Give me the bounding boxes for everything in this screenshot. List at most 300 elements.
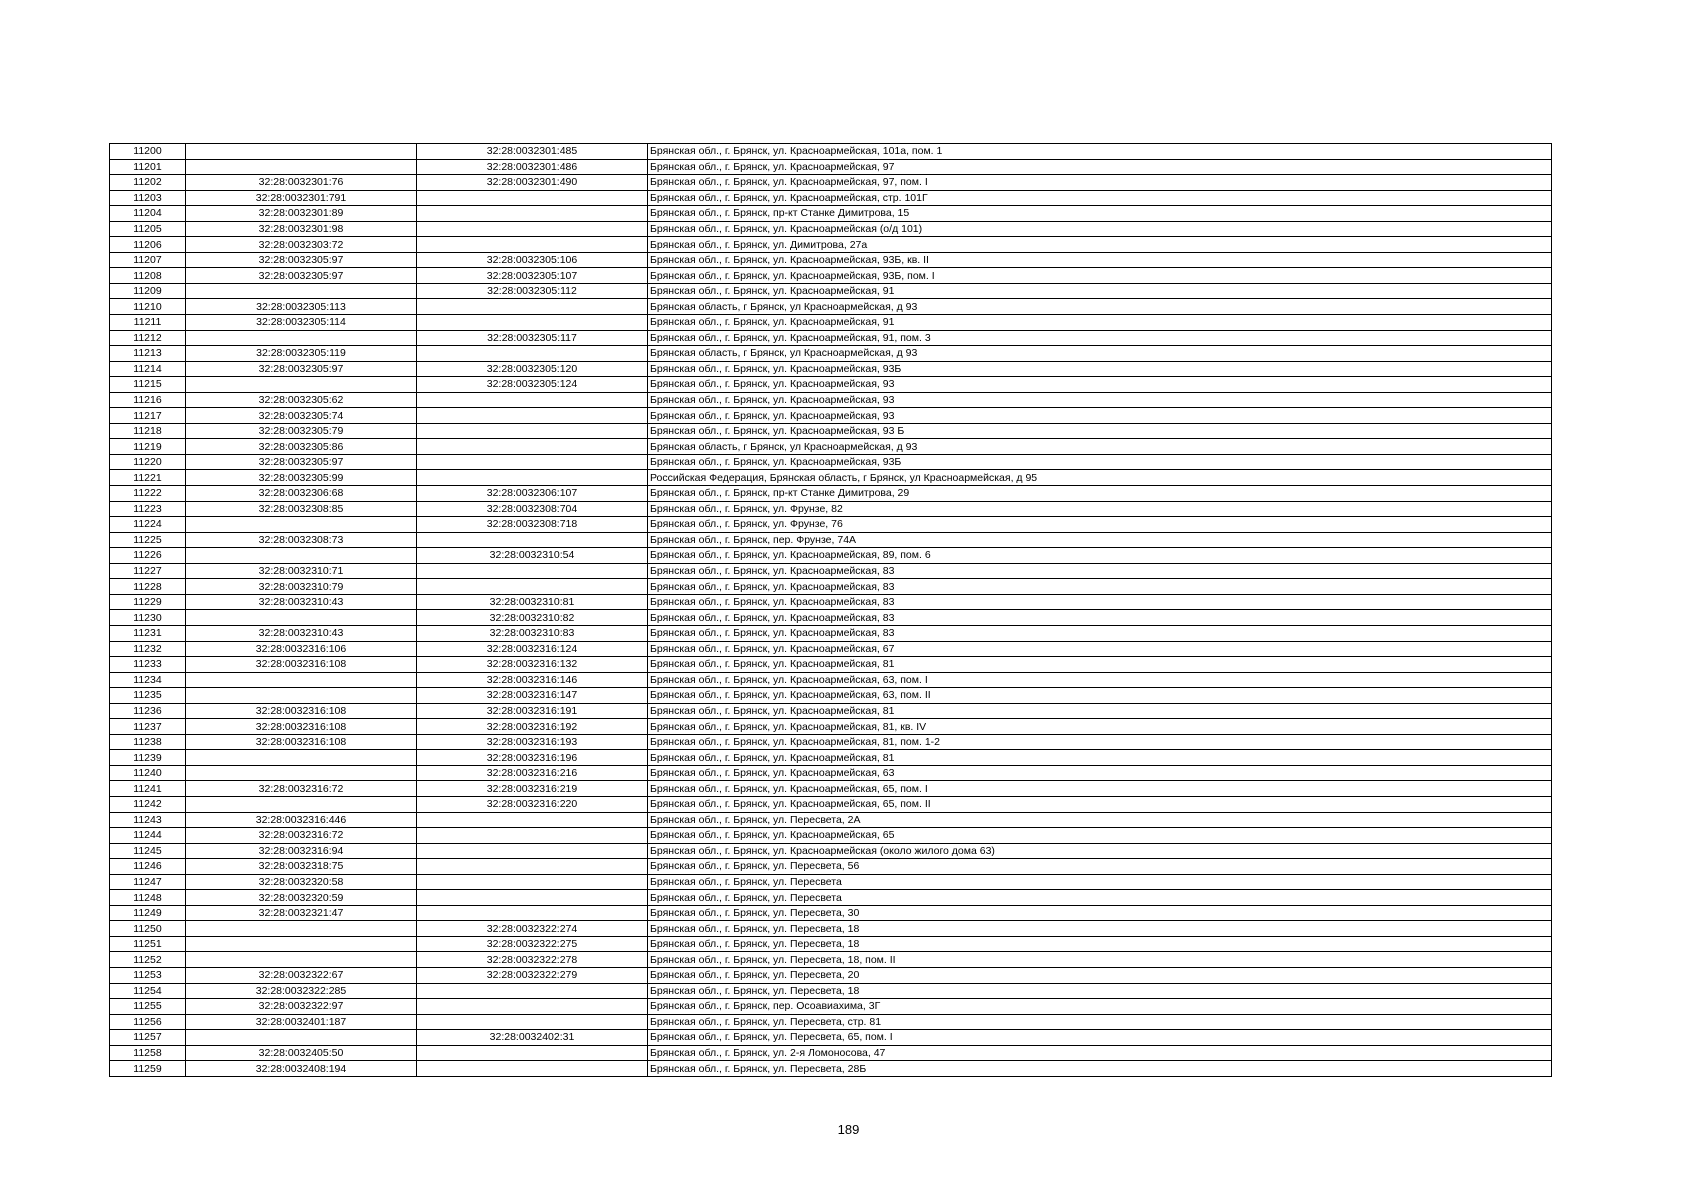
- table-row: [110, 874, 1552, 890]
- cadastral-number-parcel-cell: [186, 330, 417, 346]
- address-cell: Брянская обл., г. Брянск, ул. Красноармейская, 93: [648, 408, 1552, 424]
- cadastral-number-parcel-cell: 32:28:0032303:72: [186, 237, 417, 253]
- address-cell: Брянская обл., г. Брянск, ул. Пересвета, 18: [648, 936, 1552, 952]
- table-row: [110, 781, 1552, 797]
- address-cell: Брянская обл., г. Брянск, ул. Красноармейская, 81, пом. 1-2: [648, 734, 1552, 750]
- table-row: [110, 688, 1552, 704]
- address-cell: Брянская обл., г. Брянск, ул. Красноармейская, 65, пом. II: [648, 796, 1552, 812]
- address-cell: Брянская обл., г. Брянск, ул. Пересвета, 18, пом. II: [648, 952, 1552, 968]
- row-number-cell: 11206: [110, 237, 186, 253]
- table-row: [110, 486, 1552, 502]
- row-number-cell: 11245: [110, 843, 186, 859]
- table-row: [110, 657, 1552, 673]
- address-cell: Брянская обл., г. Брянск, пр-кт Станке Димитрова, 15: [648, 206, 1552, 222]
- cadastral-number-parcel-cell: 32:28:0032322:97: [186, 999, 417, 1015]
- address-cell: Брянская обл., г. Брянск, ул. Красноармейская, 93 Б: [648, 423, 1552, 439]
- table-row: [110, 905, 1552, 921]
- row-number-cell: 11242: [110, 796, 186, 812]
- cadastral-number-parcel-cell: 32:28:0032316:446: [186, 812, 417, 828]
- address-cell: Брянская обл., г. Брянск, ул. Красноармейская, 63, пом. II: [648, 688, 1552, 704]
- address-cell: Российская Федерация, Брянская область, г Брянск, ул Красноармейская, д 95: [648, 470, 1552, 486]
- row-number-cell: 11246: [110, 859, 186, 875]
- address-cell: Брянская обл., г. Брянск, ул. Красноармейская, 81: [648, 657, 1552, 673]
- row-number-cell: 11247: [110, 874, 186, 890]
- cadastral-number-parcel-cell: 32:28:0032408:194: [186, 1061, 417, 1077]
- row-number-cell: 11205: [110, 221, 186, 237]
- table-row: [110, 843, 1552, 859]
- cadastral-number-parcel-cell: [186, 952, 417, 968]
- cadastral-number-object-cell: [417, 408, 648, 424]
- table-row: [110, 408, 1552, 424]
- cadastral-number-object-cell: 32:28:0032310:54: [417, 548, 648, 564]
- row-number-cell: 11214: [110, 361, 186, 377]
- row-number-cell: 11257: [110, 1030, 186, 1046]
- row-number-cell: 11217: [110, 408, 186, 424]
- address-cell: Брянская обл., г. Брянск, ул. Красноармейская, 91, пом. 3: [648, 330, 1552, 346]
- address-cell: Брянская обл., г. Брянск, пер. Осоавиахима, 3Г: [648, 999, 1552, 1015]
- table-row: [110, 190, 1552, 206]
- row-number-cell: 11241: [110, 781, 186, 797]
- address-cell: Брянская обл., г. Брянск, ул. Красноармейская, 97, пом. I: [648, 175, 1552, 191]
- cadastral-number-parcel-cell: 32:28:0032305:97: [186, 361, 417, 377]
- row-number-cell: 11255: [110, 999, 186, 1015]
- address-cell: Брянская обл., г. Брянск, ул. Красноармейская (около жилого дома 63): [648, 843, 1552, 859]
- cadastral-number-object-cell: [417, 221, 648, 237]
- cadastral-number-parcel-cell: [186, 672, 417, 688]
- cadastral-number-parcel-cell: [186, 144, 417, 160]
- cadastral-number-parcel-cell: 32:28:0032305:97: [186, 268, 417, 284]
- address-cell: Брянская обл., г. Брянск, ул. Красноармейская, 83: [648, 579, 1552, 595]
- row-number-cell: 11225: [110, 532, 186, 548]
- cadastral-number-parcel-cell: 32:28:0032308:85: [186, 501, 417, 517]
- cadastral-number-object-cell: 32:28:0032305:124: [417, 377, 648, 393]
- table-row: [110, 330, 1552, 346]
- row-number-cell: 11212: [110, 330, 186, 346]
- table-row: [110, 392, 1552, 408]
- table-row: [110, 828, 1552, 844]
- row-number-cell: 11213: [110, 346, 186, 362]
- address-cell: Брянская обл., г. Брянск, ул. Красноармейская, 81: [648, 750, 1552, 766]
- table-row: [110, 563, 1552, 579]
- cadastral-number-object-cell: 32:28:0032305:120: [417, 361, 648, 377]
- table-row: [110, 625, 1552, 641]
- address-cell: Брянская обл., г. Брянск, ул. Красноармейская, 91: [648, 315, 1552, 331]
- cadastral-number-parcel-cell: [186, 377, 417, 393]
- address-cell: Брянская обл., г. Брянск, ул. Фрунзе, 82: [648, 501, 1552, 517]
- table-row: [110, 517, 1552, 533]
- address-cell: Брянская обл., г. Брянск, ул. 2-я Ломоносова, 47: [648, 1045, 1552, 1061]
- cadastral-number-object-cell: 32:28:0032322:275: [417, 936, 648, 952]
- cadastral-number-parcel-cell: [186, 548, 417, 564]
- table-row: [110, 719, 1552, 735]
- table-row: [110, 967, 1552, 983]
- address-cell: Брянская обл., г. Брянск, ул. Пересвета, стр. 81: [648, 1014, 1552, 1030]
- address-cell: Брянская обл., г. Брянск, ул. Красноармейская, 93Б, кв. II: [648, 252, 1552, 268]
- cadastral-number-parcel-cell: 32:28:0032308:73: [186, 532, 417, 548]
- cadastral-number-parcel-cell: 32:28:0032322:67: [186, 967, 417, 983]
- cadastral-number-parcel-cell: [186, 517, 417, 533]
- cadastral-number-object-cell: 32:28:0032308:718: [417, 517, 648, 533]
- cadastral-number-parcel-cell: [186, 936, 417, 952]
- table-row: [110, 206, 1552, 222]
- row-number-cell: 11231: [110, 625, 186, 641]
- cadastral-number-object-cell: 32:28:0032322:274: [417, 921, 648, 937]
- cadastral-number-object-cell: 32:28:0032306:107: [417, 486, 648, 502]
- address-cell: Брянская обл., г. Брянск, ул. Пересвета, 20: [648, 967, 1552, 983]
- cadastral-number-object-cell: 32:28:0032322:278: [417, 952, 648, 968]
- cadastral-number-object-cell: 32:28:0032305:107: [417, 268, 648, 284]
- cadastral-number-parcel-cell: 32:28:0032301:89: [186, 206, 417, 222]
- cadastral-number-parcel-cell: 32:28:0032301:98: [186, 221, 417, 237]
- row-number-cell: 11259: [110, 1061, 186, 1077]
- cadastral-number-object-cell: 32:28:0032310:81: [417, 594, 648, 610]
- table-row: [110, 610, 1552, 626]
- row-number-cell: 11209: [110, 283, 186, 299]
- cadastral-number-parcel-cell: 32:28:0032305:119: [186, 346, 417, 362]
- table-row: [110, 890, 1552, 906]
- table-row: [110, 315, 1552, 331]
- cadastral-number-parcel-cell: 32:28:0032305:99: [186, 470, 417, 486]
- cadastral-number-parcel-cell: 32:28:0032310:71: [186, 563, 417, 579]
- cadastral-number-object-cell: [417, 439, 648, 455]
- cadastral-number-object-cell: [417, 1061, 648, 1077]
- row-number-cell: 11228: [110, 579, 186, 595]
- cadastral-number-object-cell: [417, 346, 648, 362]
- address-cell: Брянская область, г Брянск, ул Красноармейская, д 93: [648, 439, 1552, 455]
- cadastral-number-object-cell: [417, 874, 648, 890]
- table-row: [110, 936, 1552, 952]
- cadastral-number-object-cell: 32:28:0032316:124: [417, 641, 648, 657]
- registry-table: [109, 143, 1552, 1077]
- cadastral-number-parcel-cell: 32:28:0032316:72: [186, 781, 417, 797]
- row-number-cell: 11237: [110, 719, 186, 735]
- row-number-cell: 11203: [110, 190, 186, 206]
- table-row: [110, 1045, 1552, 1061]
- cadastral-number-object-cell: [417, 579, 648, 595]
- address-cell: Брянская обл., г. Брянск, ул. Красноармейская, 93Б, пом. I: [648, 268, 1552, 284]
- address-cell: Брянская обл., г. Брянск, пр-кт Станке Димитрова, 29: [648, 486, 1552, 502]
- cadastral-number-parcel-cell: 32:28:0032318:75: [186, 859, 417, 875]
- cadastral-number-parcel-cell: [186, 796, 417, 812]
- cadastral-number-object-cell: [417, 1014, 648, 1030]
- table-row: [110, 299, 1552, 315]
- row-number-cell: 11226: [110, 548, 186, 564]
- row-number-cell: 11224: [110, 517, 186, 533]
- table-row: [110, 283, 1552, 299]
- cadastral-number-parcel-cell: 32:28:0032310:79: [186, 579, 417, 595]
- row-number-cell: 11211: [110, 315, 186, 331]
- cadastral-number-object-cell: [417, 890, 648, 906]
- table-row: [110, 812, 1552, 828]
- cadastral-number-object-cell: 32:28:0032310:83: [417, 625, 648, 641]
- row-number-cell: 11249: [110, 905, 186, 921]
- row-number-cell: 11222: [110, 486, 186, 502]
- row-number-cell: 11230: [110, 610, 186, 626]
- table-row: [110, 641, 1552, 657]
- table-row: [110, 532, 1552, 548]
- table-row: [110, 548, 1552, 564]
- address-cell: Брянская обл., г. Брянск, ул. Красноармейская, стр. 101Г: [648, 190, 1552, 206]
- row-number-cell: 11236: [110, 703, 186, 719]
- table-row: [110, 346, 1552, 362]
- cadastral-number-parcel-cell: 32:28:0032305:97: [186, 252, 417, 268]
- row-number-cell: 11243: [110, 812, 186, 828]
- cadastral-number-parcel-cell: 32:28:0032316:108: [186, 719, 417, 735]
- address-cell: Брянская обл., г. Брянск, ул. Пересвета, 30: [648, 905, 1552, 921]
- row-number-cell: 11254: [110, 983, 186, 999]
- cadastral-number-parcel-cell: 32:28:0032310:43: [186, 625, 417, 641]
- row-number-cell: 11220: [110, 454, 186, 470]
- table-row: [110, 361, 1552, 377]
- row-number-cell: 11233: [110, 657, 186, 673]
- table-row: [110, 144, 1552, 160]
- table-row: [110, 796, 1552, 812]
- row-number-cell: 11258: [110, 1045, 186, 1061]
- address-cell: Брянская обл., г. Брянск, ул. Пересвета: [648, 890, 1552, 906]
- address-cell: Брянская обл., г. Брянск, ул. Фрунзе, 76: [648, 517, 1552, 533]
- address-cell: Брянская обл., г. Брянск, ул. Красноармейская, 97: [648, 159, 1552, 175]
- address-cell: Брянская обл., г. Брянск, ул. Красноармейская, 93: [648, 392, 1552, 408]
- address-cell: Брянская обл., г. Брянск, ул. Красноармейская, 89, пом. 6: [648, 548, 1552, 564]
- cadastral-number-parcel-cell: [186, 921, 417, 937]
- row-number-cell: 11202: [110, 175, 186, 191]
- address-cell: Брянская обл., г. Брянск, ул. Красноармейская (о/д 101): [648, 221, 1552, 237]
- row-number-cell: 11219: [110, 439, 186, 455]
- cadastral-number-parcel-cell: [186, 159, 417, 175]
- cadastral-number-parcel-cell: 32:28:0032316:106: [186, 641, 417, 657]
- cadastral-number-object-cell: 32:28:0032301:490: [417, 175, 648, 191]
- cadastral-number-object-cell: [417, 299, 648, 315]
- table-row: [110, 159, 1552, 175]
- address-cell: Брянская обл., г. Брянск, ул. Димитрова, 27а: [648, 237, 1552, 253]
- cadastral-number-object-cell: 32:28:0032316:216: [417, 765, 648, 781]
- table-row: [110, 423, 1552, 439]
- cadastral-number-object-cell: [417, 206, 648, 222]
- cadastral-number-object-cell: 32:28:0032316:192: [417, 719, 648, 735]
- cadastral-number-parcel-cell: [186, 765, 417, 781]
- cadastral-number-object-cell: [417, 470, 648, 486]
- address-cell: Брянская обл., г. Брянск, ул. Пересвета, 2А: [648, 812, 1552, 828]
- cadastral-number-parcel-cell: 32:28:0032305:62: [186, 392, 417, 408]
- cadastral-number-object-cell: [417, 190, 648, 206]
- address-cell: Брянская обл., г. Брянск, ул. Красноармейская, 93Б: [648, 454, 1552, 470]
- table-row: [110, 221, 1552, 237]
- table-row: [110, 750, 1552, 766]
- address-cell: Брянская область, г Брянск, ул Красноармейская, д 93: [648, 299, 1552, 315]
- address-cell: Брянская область, г Брянск, ул Красноармейская, д 93: [648, 346, 1552, 362]
- cadastral-number-object-cell: [417, 563, 648, 579]
- cadastral-number-object-cell: 32:28:0032301:485: [417, 144, 648, 160]
- cadastral-number-parcel-cell: 32:28:0032320:59: [186, 890, 417, 906]
- address-cell: Брянская обл., г. Брянск, ул. Красноармейская, 93Б: [648, 361, 1552, 377]
- table-row: [110, 734, 1552, 750]
- cadastral-number-parcel-cell: 32:28:0032322:285: [186, 983, 417, 999]
- cadastral-number-object-cell: [417, 999, 648, 1015]
- address-cell: Брянская обл., г. Брянск, ул. Красноармейская, 81: [648, 703, 1552, 719]
- cadastral-number-parcel-cell: 32:28:0032301:791: [186, 190, 417, 206]
- row-number-cell: 11200: [110, 144, 186, 160]
- cadastral-number-parcel-cell: 32:28:0032305:113: [186, 299, 417, 315]
- table-row: [110, 175, 1552, 191]
- row-number-cell: 11204: [110, 206, 186, 222]
- cadastral-number-object-cell: 32:28:0032316:132: [417, 657, 648, 673]
- cadastral-number-parcel-cell: 32:28:0032316:108: [186, 657, 417, 673]
- row-number-cell: 11240: [110, 765, 186, 781]
- address-cell: Брянская обл., г. Брянск, ул. Красноармейская, 65, пом. I: [648, 781, 1552, 797]
- table-row: [110, 1014, 1552, 1030]
- cadastral-number-object-cell: [417, 392, 648, 408]
- table-row: [110, 237, 1552, 253]
- cadastral-number-parcel-cell: 32:28:0032305:74: [186, 408, 417, 424]
- address-cell: Брянская обл., г. Брянск, пер. Фрунзе, 74А: [648, 532, 1552, 548]
- row-number-cell: 11216: [110, 392, 186, 408]
- row-number-cell: 11248: [110, 890, 186, 906]
- cadastral-number-parcel-cell: 32:28:0032320:58: [186, 874, 417, 890]
- address-cell: Брянская обл., г. Брянск, ул. Пересвета, 18: [648, 983, 1552, 999]
- cadastral-number-parcel-cell: [186, 688, 417, 704]
- table-row: [110, 1030, 1552, 1046]
- row-number-cell: 11218: [110, 423, 186, 439]
- cadastral-number-object-cell: [417, 315, 648, 331]
- cadastral-number-object-cell: [417, 828, 648, 844]
- address-cell: Брянская обл., г. Брянск, ул. Красноармейская, 91: [648, 283, 1552, 299]
- row-number-cell: 11201: [110, 159, 186, 175]
- cadastral-number-parcel-cell: 32:28:0032316:94: [186, 843, 417, 859]
- table-row: [110, 921, 1552, 937]
- address-cell: Брянская обл., г. Брянск, ул. Красноармейская, 63, пом. I: [648, 672, 1552, 688]
- table-row: [110, 579, 1552, 595]
- address-cell: Брянская обл., г. Брянск, ул. Пересвета, 18: [648, 921, 1552, 937]
- cadastral-number-object-cell: [417, 454, 648, 470]
- row-number-cell: 11221: [110, 470, 186, 486]
- cadastral-number-object-cell: 32:28:0032402:31: [417, 1030, 648, 1046]
- table-row: [110, 703, 1552, 719]
- row-number-cell: 11256: [110, 1014, 186, 1030]
- address-cell: Брянская обл., г. Брянск, ул. Красноармейская, 83: [648, 625, 1552, 641]
- cadastral-number-object-cell: [417, 423, 648, 439]
- table-row: [110, 252, 1552, 268]
- row-number-cell: 11208: [110, 268, 186, 284]
- cadastral-number-object-cell: 32:28:0032322:279: [417, 967, 648, 983]
- cadastral-number-object-cell: [417, 983, 648, 999]
- table-row: [110, 952, 1552, 968]
- address-cell: Брянская обл., г. Брянск, ул. Красноармейская, 63: [648, 765, 1552, 781]
- cadastral-number-parcel-cell: 32:28:0032305:86: [186, 439, 417, 455]
- table-row: [110, 470, 1552, 486]
- cadastral-number-parcel-cell: 32:28:0032305:79: [186, 423, 417, 439]
- address-cell: Брянская обл., г. Брянск, ул. Красноармейская, 67: [648, 641, 1552, 657]
- row-number-cell: 11227: [110, 563, 186, 579]
- cadastral-number-parcel-cell: 32:28:0032321:47: [186, 905, 417, 921]
- address-cell: Брянская обл., г. Брянск, ул. Красноармейская, 83: [648, 563, 1552, 579]
- address-cell: Брянская обл., г. Брянск, ул. Пересвета, 28Б: [648, 1061, 1552, 1077]
- row-number-cell: 11223: [110, 501, 186, 517]
- address-cell: Брянская обл., г. Брянск, ул. Красноармейская, 93: [648, 377, 1552, 393]
- cadastral-number-object-cell: [417, 905, 648, 921]
- cadastral-number-object-cell: 32:28:0032301:486: [417, 159, 648, 175]
- cadastral-number-object-cell: 32:28:0032310:82: [417, 610, 648, 626]
- cadastral-number-object-cell: 32:28:0032308:704: [417, 501, 648, 517]
- address-cell: Брянская обл., г. Брянск, ул. Пересвета, 56: [648, 859, 1552, 875]
- address-cell: Брянская обл., г. Брянск, ул. Красноармейская, 83: [648, 594, 1552, 610]
- address-cell: Брянская обл., г. Брянск, ул. Красноармейская, 65: [648, 828, 1552, 844]
- cadastral-number-object-cell: 32:28:0032316:220: [417, 796, 648, 812]
- page-number: 189: [837, 1122, 860, 1137]
- cadastral-number-parcel-cell: 32:28:0032310:43: [186, 594, 417, 610]
- cadastral-number-object-cell: 32:28:0032305:117: [417, 330, 648, 346]
- table-row: [110, 377, 1552, 393]
- cadastral-number-parcel-cell: [186, 750, 417, 766]
- address-cell: Брянская обл., г. Брянск, ул. Красноармейская, 81, кв. IV: [648, 719, 1552, 735]
- row-number-cell: 11252: [110, 952, 186, 968]
- cadastral-number-object-cell: [417, 812, 648, 828]
- cadastral-number-object-cell: 32:28:0032305:112: [417, 283, 648, 299]
- table-row: [110, 439, 1552, 455]
- cadastral-number-parcel-cell: [186, 1030, 417, 1046]
- table-body: [110, 144, 1552, 1077]
- address-cell: Брянская обл., г. Брянск, ул. Красноармейская, 83: [648, 610, 1552, 626]
- cadastral-number-object-cell: [417, 237, 648, 253]
- cadastral-number-parcel-cell: 32:28:0032316:108: [186, 703, 417, 719]
- table-row: [110, 999, 1552, 1015]
- row-number-cell: 11235: [110, 688, 186, 704]
- cadastral-number-object-cell: 32:28:0032316:147: [417, 688, 648, 704]
- row-number-cell: 11239: [110, 750, 186, 766]
- cadastral-number-object-cell: 32:28:0032305:106: [417, 252, 648, 268]
- row-number-cell: 11251: [110, 936, 186, 952]
- cadastral-number-parcel-cell: 32:28:0032316:72: [186, 828, 417, 844]
- cadastral-number-parcel-cell: 32:28:0032306:68: [186, 486, 417, 502]
- row-number-cell: 11232: [110, 641, 186, 657]
- cadastral-number-parcel-cell: 32:28:0032305:114: [186, 315, 417, 331]
- row-number-cell: 11250: [110, 921, 186, 937]
- cadastral-number-object-cell: [417, 859, 648, 875]
- address-cell: Брянская обл., г. Брянск, ул. Пересвета, 65, пом. I: [648, 1030, 1552, 1046]
- row-number-cell: 11238: [110, 734, 186, 750]
- table-row: [110, 983, 1552, 999]
- cadastral-number-parcel-cell: 32:28:0032301:76: [186, 175, 417, 191]
- table-row: [110, 765, 1552, 781]
- cadastral-number-object-cell: [417, 843, 648, 859]
- row-number-cell: 11215: [110, 377, 186, 393]
- cadastral-number-parcel-cell: 32:28:0032305:97: [186, 454, 417, 470]
- cadastral-number-parcel-cell: 32:28:0032405:50: [186, 1045, 417, 1061]
- cadastral-number-object-cell: 32:28:0032316:196: [417, 750, 648, 766]
- table-row: [110, 454, 1552, 470]
- cadastral-number-object-cell: [417, 532, 648, 548]
- row-number-cell: 11210: [110, 299, 186, 315]
- address-cell: Брянская обл., г. Брянск, ул. Пересвета: [648, 874, 1552, 890]
- row-number-cell: 11253: [110, 967, 186, 983]
- row-number-cell: 11244: [110, 828, 186, 844]
- table-row: [110, 672, 1552, 688]
- table-row: [110, 1061, 1552, 1077]
- cadastral-number-parcel-cell: [186, 610, 417, 626]
- cadastral-number-object-cell: 32:28:0032316:219: [417, 781, 648, 797]
- cadastral-number-parcel-cell: 32:28:0032316:108: [186, 734, 417, 750]
- table-row: [110, 268, 1552, 284]
- table-row: [110, 859, 1552, 875]
- row-number-cell: 11229: [110, 594, 186, 610]
- cadastral-number-parcel-cell: [186, 283, 417, 299]
- row-number-cell: 11207: [110, 252, 186, 268]
- row-number-cell: 11234: [110, 672, 186, 688]
- cadastral-number-object-cell: 32:28:0032316:146: [417, 672, 648, 688]
- cadastral-number-object-cell: 32:28:0032316:191: [417, 703, 648, 719]
- cadastral-number-object-cell: [417, 1045, 648, 1061]
- address-cell: Брянская обл., г. Брянск, ул. Красноармейская, 101а, пом. 1: [648, 144, 1552, 160]
- table-row: [110, 501, 1552, 517]
